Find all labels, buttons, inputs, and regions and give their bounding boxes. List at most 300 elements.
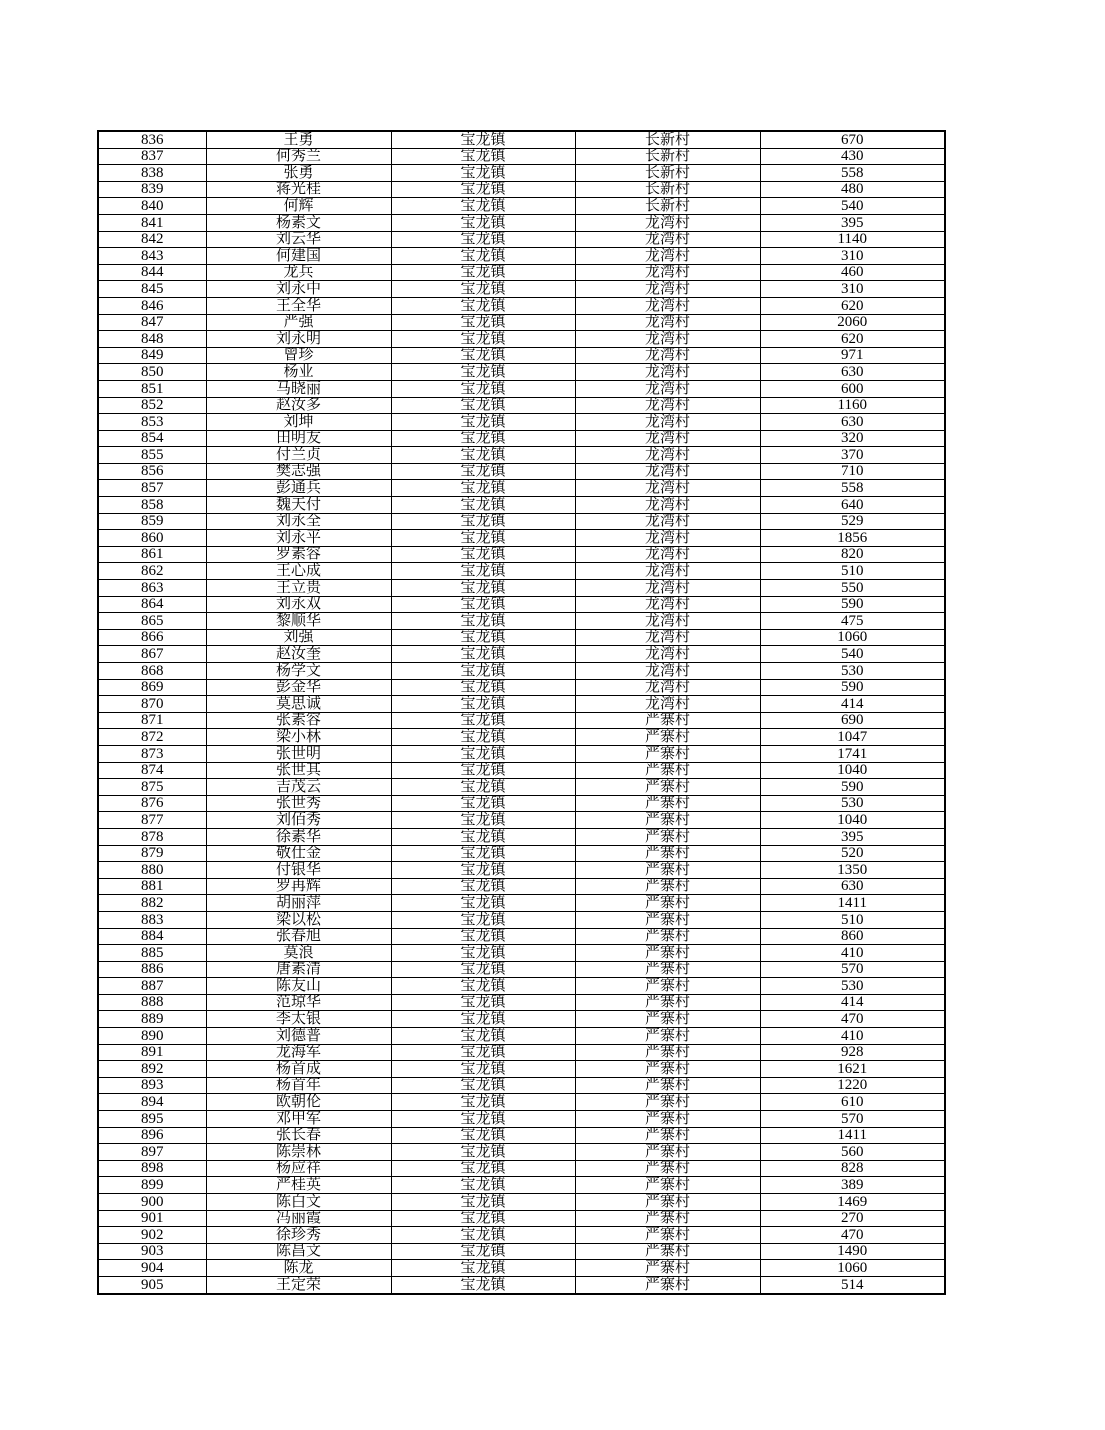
table-row — [98, 845, 945, 862]
name-cell: 黎顺华 — [206, 613, 391, 630]
village-cell: 严寨村 — [575, 845, 760, 862]
row-number-cell: 880 — [98, 862, 206, 879]
name-cell: 唐素清 — [206, 961, 391, 978]
name-cell: 罗素容 — [206, 546, 391, 563]
row-number-cell: 899 — [98, 1177, 206, 1194]
table-row — [98, 1276, 945, 1293]
village-cell: 龙湾村 — [575, 430, 760, 447]
town-cell: 宝龙镇 — [391, 1194, 575, 1211]
town-cell: 宝龙镇 — [391, 1094, 575, 1111]
name-cell: 王全华 — [206, 297, 391, 314]
town-cell: 宝龙镇 — [391, 580, 575, 597]
name-cell: 莫思诚 — [206, 696, 391, 713]
name-cell: 樊志强 — [206, 463, 391, 480]
row-number-cell: 904 — [98, 1260, 206, 1277]
village-cell: 严寨村 — [575, 828, 760, 845]
village-cell: 龙湾村 — [575, 663, 760, 680]
town-cell: 宝龙镇 — [391, 928, 575, 945]
amount-cell: 470 — [760, 1227, 945, 1244]
row-number-cell: 887 — [98, 978, 206, 995]
amount-cell: 670 — [760, 131, 945, 148]
village-cell: 龙湾村 — [575, 546, 760, 563]
table-row — [98, 546, 945, 563]
row-number-cell: 905 — [98, 1276, 206, 1293]
table-row — [98, 1028, 945, 1045]
town-cell: 宝龙镇 — [391, 563, 575, 580]
table-row — [98, 314, 945, 331]
table-row — [98, 895, 945, 912]
village-cell: 长新村 — [575, 165, 760, 182]
amount-cell: 1040 — [760, 812, 945, 829]
name-cell: 范琼华 — [206, 994, 391, 1011]
name-cell: 陈崇林 — [206, 1144, 391, 1161]
village-cell: 龙湾村 — [575, 314, 760, 331]
table-body — [98, 131, 945, 1294]
row-number-cell: 879 — [98, 845, 206, 862]
name-cell: 杨首年 — [206, 1077, 391, 1094]
name-cell: 王心成 — [206, 563, 391, 580]
name-cell: 张素容 — [206, 712, 391, 729]
town-cell: 宝龙镇 — [391, 696, 575, 713]
town-cell: 宝龙镇 — [391, 1260, 575, 1277]
table-row — [98, 414, 945, 431]
table-row — [98, 1210, 945, 1227]
row-number-cell: 886 — [98, 961, 206, 978]
village-cell: 严寨村 — [575, 1243, 760, 1260]
name-cell: 蒋光桂 — [206, 181, 391, 198]
row-number-cell: 897 — [98, 1144, 206, 1161]
village-cell: 龙湾村 — [575, 497, 760, 514]
amount-cell: 630 — [760, 414, 945, 431]
table-row — [98, 380, 945, 397]
name-cell: 莫浪 — [206, 945, 391, 962]
row-number-cell: 888 — [98, 994, 206, 1011]
town-cell: 宝龙镇 — [391, 1111, 575, 1128]
town-cell: 宝龙镇 — [391, 911, 575, 928]
name-cell: 马晓丽 — [206, 380, 391, 397]
table-row — [98, 1260, 945, 1277]
table-row — [98, 580, 945, 597]
name-cell: 刘永全 — [206, 513, 391, 530]
amount-cell: 540 — [760, 646, 945, 663]
town-cell: 宝龙镇 — [391, 1077, 575, 1094]
amount-cell: 514 — [760, 1276, 945, 1293]
table-row — [98, 397, 945, 414]
row-number-cell: 893 — [98, 1077, 206, 1094]
table-row — [98, 463, 945, 480]
amount-cell: 590 — [760, 596, 945, 613]
name-cell: 严桂英 — [206, 1177, 391, 1194]
table-row — [98, 347, 945, 364]
table-row — [98, 862, 945, 879]
amount-cell: 620 — [760, 297, 945, 314]
table-row — [98, 214, 945, 231]
village-cell: 长新村 — [575, 148, 760, 165]
name-cell: 刘坤 — [206, 414, 391, 431]
town-cell: 宝龙镇 — [391, 729, 575, 746]
name-cell: 曾珍 — [206, 347, 391, 364]
name-cell: 杨业 — [206, 364, 391, 381]
name-cell: 魏天付 — [206, 497, 391, 514]
town-cell: 宝龙镇 — [391, 779, 575, 796]
table-row — [98, 795, 945, 812]
row-number-cell: 885 — [98, 945, 206, 962]
amount-cell: 520 — [760, 845, 945, 862]
town-cell: 宝龙镇 — [391, 862, 575, 879]
amount-cell: 590 — [760, 779, 945, 796]
town-cell: 宝龙镇 — [391, 712, 575, 729]
amount-cell: 410 — [760, 945, 945, 962]
amount-cell: 414 — [760, 994, 945, 1011]
amount-cell: 410 — [760, 1028, 945, 1045]
village-cell: 龙湾村 — [575, 248, 760, 265]
village-cell: 严寨村 — [575, 1127, 760, 1144]
table-row — [98, 978, 945, 995]
village-cell: 严寨村 — [575, 1276, 760, 1293]
town-cell: 宝龙镇 — [391, 447, 575, 464]
village-cell: 严寨村 — [575, 945, 760, 962]
town-cell: 宝龙镇 — [391, 961, 575, 978]
village-cell: 龙湾村 — [575, 629, 760, 646]
row-number-cell: 843 — [98, 248, 206, 265]
name-cell: 杨素文 — [206, 214, 391, 231]
village-cell: 严寨村 — [575, 1028, 760, 1045]
town-cell: 宝龙镇 — [391, 978, 575, 995]
village-cell: 龙湾村 — [575, 297, 760, 314]
name-cell: 付银华 — [206, 862, 391, 879]
name-cell: 王勇 — [206, 131, 391, 148]
amount-cell: 310 — [760, 281, 945, 298]
town-cell: 宝龙镇 — [391, 480, 575, 497]
name-cell: 王立贵 — [206, 580, 391, 597]
row-number-cell: 852 — [98, 397, 206, 414]
name-cell: 赵汝奎 — [206, 646, 391, 663]
amount-cell: 1741 — [760, 745, 945, 762]
village-cell: 龙湾村 — [575, 331, 760, 348]
village-cell: 龙湾村 — [575, 380, 760, 397]
table-row — [98, 911, 945, 928]
row-number-cell: 892 — [98, 1061, 206, 1078]
amount-cell: 2060 — [760, 314, 945, 331]
data-table — [97, 130, 946, 1295]
town-cell: 宝龙镇 — [391, 314, 575, 331]
village-cell: 龙湾村 — [575, 580, 760, 597]
amount-cell: 530 — [760, 663, 945, 680]
amount-cell: 828 — [760, 1160, 945, 1177]
name-cell: 杨学文 — [206, 663, 391, 680]
amount-cell: 389 — [760, 1177, 945, 1194]
amount-cell: 820 — [760, 546, 945, 563]
amount-cell: 1160 — [760, 397, 945, 414]
town-cell: 宝龙镇 — [391, 165, 575, 182]
village-cell: 龙湾村 — [575, 397, 760, 414]
town-cell: 宝龙镇 — [391, 281, 575, 298]
table-row — [98, 961, 945, 978]
village-cell: 严寨村 — [575, 1227, 760, 1244]
town-cell: 宝龙镇 — [391, 347, 575, 364]
town-cell: 宝龙镇 — [391, 994, 575, 1011]
town-cell: 宝龙镇 — [391, 812, 575, 829]
village-cell: 龙湾村 — [575, 696, 760, 713]
row-number-cell: 855 — [98, 447, 206, 464]
town-cell: 宝龙镇 — [391, 828, 575, 845]
amount-cell: 640 — [760, 497, 945, 514]
name-cell: 何辉 — [206, 198, 391, 215]
amount-cell: 550 — [760, 580, 945, 597]
town-cell: 宝龙镇 — [391, 663, 575, 680]
row-number-cell: 837 — [98, 148, 206, 165]
amount-cell: 1856 — [760, 530, 945, 547]
amount-cell: 529 — [760, 513, 945, 530]
name-cell: 刘德普 — [206, 1028, 391, 1045]
row-number-cell: 838 — [98, 165, 206, 182]
name-cell: 田明友 — [206, 430, 391, 447]
town-cell: 宝龙镇 — [391, 430, 575, 447]
table-row — [98, 480, 945, 497]
village-cell: 严寨村 — [575, 862, 760, 879]
name-cell: 何建国 — [206, 248, 391, 265]
name-cell: 陈龙 — [206, 1260, 391, 1277]
village-cell: 严寨村 — [575, 729, 760, 746]
town-cell: 宝龙镇 — [391, 945, 575, 962]
amount-cell: 475 — [760, 613, 945, 630]
town-cell: 宝龙镇 — [391, 1044, 575, 1061]
amount-cell: 1220 — [760, 1077, 945, 1094]
village-cell: 严寨村 — [575, 1144, 760, 1161]
row-number-cell: 891 — [98, 1044, 206, 1061]
town-cell: 宝龙镇 — [391, 679, 575, 696]
table-row — [98, 530, 945, 547]
village-cell: 严寨村 — [575, 1061, 760, 1078]
town-cell: 宝龙镇 — [391, 546, 575, 563]
town-cell: 宝龙镇 — [391, 331, 575, 348]
name-cell: 梁以松 — [206, 911, 391, 928]
table-row — [98, 447, 945, 464]
table-row — [98, 1177, 945, 1194]
row-number-cell: 876 — [98, 795, 206, 812]
row-number-cell: 858 — [98, 497, 206, 514]
name-cell: 何秀兰 — [206, 148, 391, 165]
amount-cell: 430 — [760, 148, 945, 165]
name-cell: 刘佰秀 — [206, 812, 391, 829]
village-cell: 严寨村 — [575, 1077, 760, 1094]
town-cell: 宝龙镇 — [391, 596, 575, 613]
row-number-cell: 864 — [98, 596, 206, 613]
row-number-cell: 869 — [98, 679, 206, 696]
table-row — [98, 297, 945, 314]
row-number-cell: 875 — [98, 779, 206, 796]
name-cell: 冯丽霞 — [206, 1210, 391, 1227]
village-cell: 严寨村 — [575, 795, 760, 812]
name-cell: 梁小林 — [206, 729, 391, 746]
table-row — [98, 1094, 945, 1111]
table-row — [98, 1111, 945, 1128]
amount-cell: 510 — [760, 911, 945, 928]
row-number-cell: 867 — [98, 646, 206, 663]
row-number-cell: 873 — [98, 745, 206, 762]
town-cell: 宝龙镇 — [391, 845, 575, 862]
village-cell: 严寨村 — [575, 994, 760, 1011]
name-cell: 陈昌文 — [206, 1243, 391, 1260]
table-row — [98, 198, 945, 215]
table-row — [98, 131, 945, 148]
table-row — [98, 994, 945, 1011]
table-row — [98, 231, 945, 248]
amount-cell: 540 — [760, 198, 945, 215]
town-cell: 宝龙镇 — [391, 1028, 575, 1045]
amount-cell: 270 — [760, 1210, 945, 1227]
town-cell: 宝龙镇 — [391, 297, 575, 314]
row-number-cell: 844 — [98, 264, 206, 281]
town-cell: 宝龙镇 — [391, 380, 575, 397]
village-cell: 严寨村 — [575, 978, 760, 995]
amount-cell: 395 — [760, 828, 945, 845]
village-cell: 龙湾村 — [575, 364, 760, 381]
village-cell: 龙湾村 — [575, 414, 760, 431]
village-cell: 龙湾村 — [575, 596, 760, 613]
row-number-cell: 851 — [98, 380, 206, 397]
name-cell: 彭通兵 — [206, 480, 391, 497]
table-row — [98, 1144, 945, 1161]
table-row — [98, 745, 945, 762]
table-row — [98, 513, 945, 530]
row-number-cell: 861 — [98, 546, 206, 563]
village-cell: 严寨村 — [575, 1111, 760, 1128]
town-cell: 宝龙镇 — [391, 463, 575, 480]
amount-cell: 620 — [760, 331, 945, 348]
row-number-cell: 902 — [98, 1227, 206, 1244]
name-cell: 吉茂云 — [206, 779, 391, 796]
table-row — [98, 563, 945, 580]
name-cell: 龙兵 — [206, 264, 391, 281]
row-number-cell: 903 — [98, 1243, 206, 1260]
name-cell: 张世明 — [206, 745, 391, 762]
village-cell: 严寨村 — [575, 1044, 760, 1061]
name-cell: 刘云华 — [206, 231, 391, 248]
name-cell: 徐素华 — [206, 828, 391, 845]
town-cell: 宝龙镇 — [391, 762, 575, 779]
table-row — [98, 1243, 945, 1260]
town-cell: 宝龙镇 — [391, 1276, 575, 1293]
row-number-cell: 840 — [98, 198, 206, 215]
amount-cell: 1621 — [760, 1061, 945, 1078]
row-number-cell: 868 — [98, 663, 206, 680]
table-row — [98, 762, 945, 779]
amount-cell: 530 — [760, 978, 945, 995]
table-row — [98, 663, 945, 680]
row-number-cell: 854 — [98, 430, 206, 447]
row-number-cell: 870 — [98, 696, 206, 713]
row-number-cell: 884 — [98, 928, 206, 945]
town-cell: 宝龙镇 — [391, 1160, 575, 1177]
name-cell: 龙海军 — [206, 1044, 391, 1061]
town-cell: 宝龙镇 — [391, 497, 575, 514]
amount-cell: 414 — [760, 696, 945, 713]
village-cell: 龙湾村 — [575, 447, 760, 464]
table-row — [98, 181, 945, 198]
town-cell: 宝龙镇 — [391, 148, 575, 165]
table-row — [98, 928, 945, 945]
amount-cell: 690 — [760, 712, 945, 729]
amount-cell: 1411 — [760, 1127, 945, 1144]
table-row — [98, 696, 945, 713]
row-number-cell: 877 — [98, 812, 206, 829]
name-cell: 胡丽萍 — [206, 895, 391, 912]
row-number-cell: 865 — [98, 613, 206, 630]
row-number-cell: 848 — [98, 331, 206, 348]
village-cell: 严寨村 — [575, 911, 760, 928]
amount-cell: 1040 — [760, 762, 945, 779]
name-cell: 敬仕金 — [206, 845, 391, 862]
row-number-cell: 896 — [98, 1127, 206, 1144]
row-number-cell: 866 — [98, 629, 206, 646]
name-cell: 陈白文 — [206, 1194, 391, 1211]
table-row — [98, 165, 945, 182]
village-cell: 严寨村 — [575, 928, 760, 945]
village-cell: 严寨村 — [575, 1011, 760, 1028]
village-cell: 严寨村 — [575, 1177, 760, 1194]
row-number-cell: 883 — [98, 911, 206, 928]
town-cell: 宝龙镇 — [391, 1127, 575, 1144]
row-number-cell: 839 — [98, 181, 206, 198]
name-cell: 彭金华 — [206, 679, 391, 696]
town-cell: 宝龙镇 — [391, 1011, 575, 1028]
table-row — [98, 1044, 945, 1061]
row-number-cell: 847 — [98, 314, 206, 331]
amount-cell: 570 — [760, 1111, 945, 1128]
table-row — [98, 878, 945, 895]
village-cell: 龙湾村 — [575, 563, 760, 580]
village-cell: 严寨村 — [575, 1260, 760, 1277]
town-cell: 宝龙镇 — [391, 198, 575, 215]
amount-cell: 310 — [760, 248, 945, 265]
town-cell: 宝龙镇 — [391, 1227, 575, 1244]
town-cell: 宝龙镇 — [391, 1061, 575, 1078]
amount-cell: 570 — [760, 961, 945, 978]
row-number-cell: 849 — [98, 347, 206, 364]
row-number-cell: 853 — [98, 414, 206, 431]
amount-cell: 320 — [760, 430, 945, 447]
row-number-cell: 872 — [98, 729, 206, 746]
amount-cell: 560 — [760, 1144, 945, 1161]
row-number-cell: 895 — [98, 1111, 206, 1128]
name-cell: 刘永中 — [206, 281, 391, 298]
name-cell: 刘强 — [206, 629, 391, 646]
amount-cell: 558 — [760, 165, 945, 182]
village-cell: 龙湾村 — [575, 480, 760, 497]
town-cell: 宝龙镇 — [391, 414, 575, 431]
table-row — [98, 646, 945, 663]
amount-cell: 1350 — [760, 862, 945, 879]
table-row — [98, 497, 945, 514]
row-number-cell: 859 — [98, 513, 206, 530]
amount-cell: 971 — [760, 347, 945, 364]
village-cell: 龙湾村 — [575, 613, 760, 630]
amount-cell: 1411 — [760, 895, 945, 912]
name-cell: 王定荣 — [206, 1276, 391, 1293]
row-number-cell: 845 — [98, 281, 206, 298]
village-cell: 严寨村 — [575, 961, 760, 978]
name-cell: 严强 — [206, 314, 391, 331]
amount-cell: 1140 — [760, 231, 945, 248]
name-cell: 杨应祥 — [206, 1160, 391, 1177]
amount-cell: 590 — [760, 679, 945, 696]
table-row — [98, 828, 945, 845]
table-row — [98, 712, 945, 729]
name-cell: 刘永双 — [206, 596, 391, 613]
table-row — [98, 1194, 945, 1211]
row-number-cell: 900 — [98, 1194, 206, 1211]
